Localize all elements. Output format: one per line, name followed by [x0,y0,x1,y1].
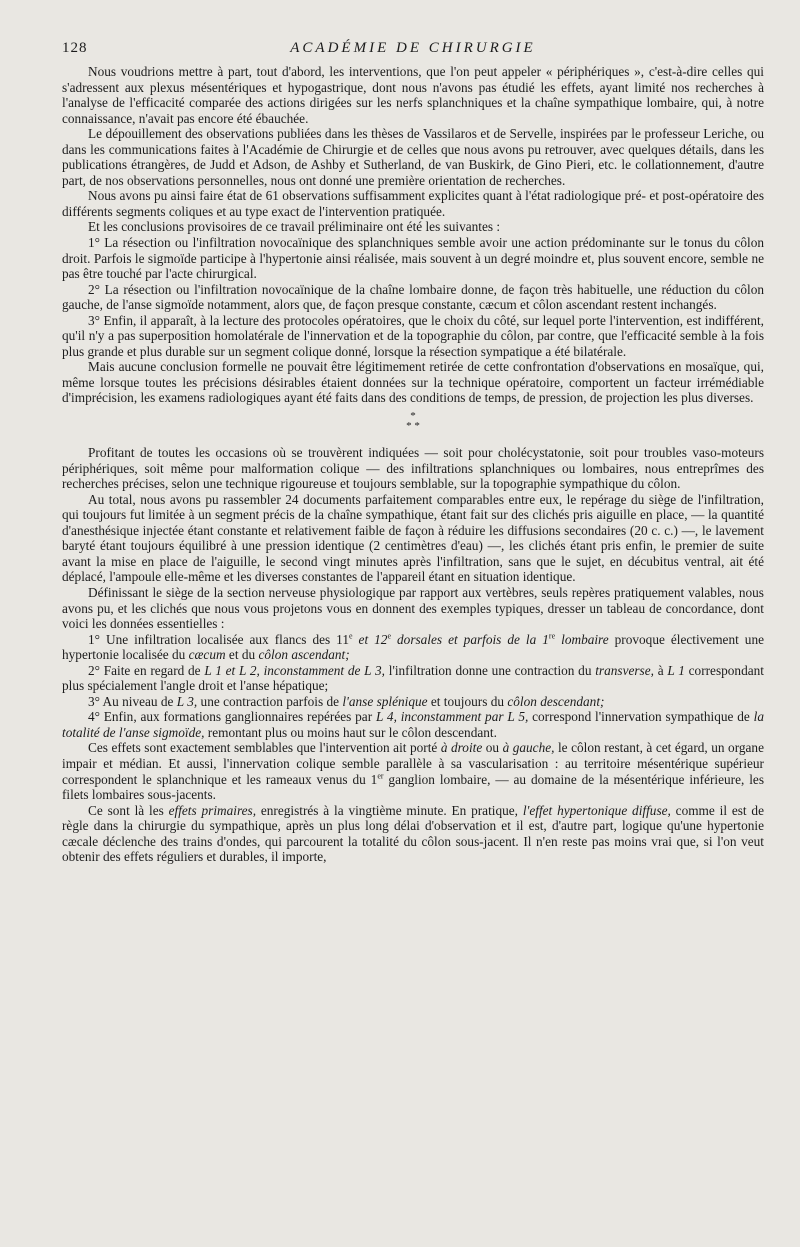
paragraph: Et les conclusions provisoires de ce travail préliminaire ont été les suivantes : [88,219,501,235]
paragraph: Ce sont là les effets primaires, enregistrés à la vingtième minute. En pratique, l'effet hypertonique diffuse, comme il est de règle dans la chirurgie du sympathique, après un plus long délai d'observation et il est, d'autre part, logique qu'une hypertonie cæcale déclenche des trains d'ondes, qui parcourent la totalité du côlon sous-jacent. Il n'en reste pas moins vrai que, si l'on veut obtenir des effets réguliers et durables, il importe, [62,802,764,865]
list-item: 2° Faite en regard de L 1 et L 2, inconstamment de L 3, l'infiltration donne une contraction du transverse, à L 1 correspondant plus spécialement l'angle droit et l'anse hépatique; [62,662,764,694]
paragraph: Nous avons pu ainsi faire état de 61 observations suffisamment explicites quant à l'état radiologique pré- et post-opératoire des différents segments coliques et au type exact de l'intervention pratiquée. [62,188,764,219]
list-item: 3° Au niveau de L 3, une contraction parfois de l'anse splénique et toujours du côlon descendant; [88,693,605,709]
paragraph: Ces effets sont exactement semblables que l'intervention ait porté à droite ou à gauche, le côlon restant, à cet égard, un organe impair et médian. Et aussi, l'innervation colique semble parallèle à sa vascularisation : au territoire mésentérique supérieur correspondent le splanchnique et les rameaux venus du 1er ganglion lombaire, — au domaine de la mésentérique inférieure, les filets lombaires sous-jacents. [62,740,764,803]
paragraph: Au total, nous avons pu rassembler 24 documents parfaitement comparables entre eux, le repérage du siège de l'infiltration, qui toujours fut limitée à un segment précis de la chaîne sympathique, étant fait sur des clichés pris aiguille en place, — la quantité d'anesthésique injectée étant constante et relativement faible de façon à réduire les diffusions secondaires (20 c. c.) —, le lavement baryté étant toujours équilibré à une pression identique (2 centimètres d'eau) —, les clichés étant pris enfin, le premier de suite avant la mise en place de l'aiguille, le second vingt minutes après l'infiltration, sans que le sujet, en décubitus ventral, ait été déplacé, l'ampoule elle-même et les diverses constantes de l'appareil étant en situation identique. [62,491,764,585]
paragraph: Le dépouillement des observations publiées dans les thèses de Vassilaros et de Servelle, inspirées par le professeur Leriche, ou dans les communications faites à l'Académie de Chirurgie et de celles que nous avons pu retrouver, avec quelques détails, dans les publications étrangères, de Judd et Adson, de Ashby et Sutherland, de van Buskirk, de Gino Pieri, etc. le collationnement, d'autre part, de nos observations personnelles, nous ont donné une première orientation de recherches. [62,126,764,188]
paragraph: Nous voudrions mettre à part, tout d'abord, les interventions, que l'on peut appeler « périphériques », c'est-à-dire celles qui s'adressent aux plexus mésentériques et hypogastrique, dont nous n'avons pas étudié les effets, ayant limité nos recherches à l'analyse de l'efficacité comparée des actions dirigées sur les nerfs splanchniques et la chaîne sympathique lombaire, qui, à notre connaissance, n'avait pas encore été ébauchée. [62,64,764,126]
body-text [62,64,764,865]
page-number: 128 [62,40,88,56]
asterism-bottom: * * [406,420,420,433]
list-item: 1° Une infiltration localisée aux flancs des 11e et 12e dorsales et parfois de la 1re lombaire provoque électivement une hypertonie localisée du cæcum et du côlon ascendant; [62,631,765,663]
page-header [62,38,764,64]
list-item: 1° La résection ou l'infiltration novocaïnique des splanchniques semble avoir une action prédominante sur le tonus du côlon droit. Parfois le sigmoïde participe à l'hypertonie ainsi réalisée, mais souvent à un degré moindre et, plus souvent encore, semble ne pas être touché par l'acte chirurgical. [62,235,764,282]
paragraph: Profitant de toutes les occasions où se trouvèrent indiquées — soit pour cholécystatonie, soit pour troubles vaso-moteurs périphériques, soit même pour malformation colique — des infiltrations splanchniques ou lombaires, nous entreprîmes des recherches précises, selon une technique rigoureuse et toujours semblable, sur la topographie sympathique du côlon. [62,445,764,492]
section-separator [62,411,764,431]
list-item: 3° Enfin, il apparaît, à la lecture des protocoles opératoires, que le choix du côté, sur lequel porte l'intervention, est indifférent, qu'il n'y a pas superposition homolatérale de l'innervation et de la topographie du côlon, par contre, que l'efficacité semble à la fois plus grande et plus durable sur un segment colique donné, lorsque la résection sympatique a été bilatérale. [62,312,764,359]
list-item: 4° Enfin, aux formations ganglionnaires repérées par L 4, inconstamment par L 5, correspond l'innervation sympathique de la totalité de l'anse sigmoïde, remontant plus ou moins haut sur le côlon descendant. [62,709,764,740]
running-title: ACADÉMIE DE CHIRURGIE [290,40,536,56]
asterism-top: * [410,410,416,423]
list-item: 2° La résection ou l'infiltration novocaïnique de la chaîne lombaire donne, de façon très habituelle, une réduction du côlon gauche, de l'anse sigmoïde notamment, alors que, de façon presque constante, cæcum et côlon ascendant restent inchangés. [62,281,764,313]
paragraph: Mais aucune conclusion formelle ne pouvait être légitimement retirée de cette confrontation d'observations en mosaïque, qui, même lorsque toutes les précisions désirables étaient données sur la technique opératoire, comportent un facteur irrémédiable d'imprécision, les examens radiologiques ayant été faits dans des conditions de temps, de pression, de projection les plus diverses. [62,359,764,406]
paragraph: Définissant le siège de la section nerveuse physiologique par rapport aux vertèbres, seuls repères pratiquement valables, nous avons pu, et les clichés que nous vous projetons vous en donnent des exemples typiques, dresser un tableau de concordance, dont voici les données essentielles : [62,584,764,632]
